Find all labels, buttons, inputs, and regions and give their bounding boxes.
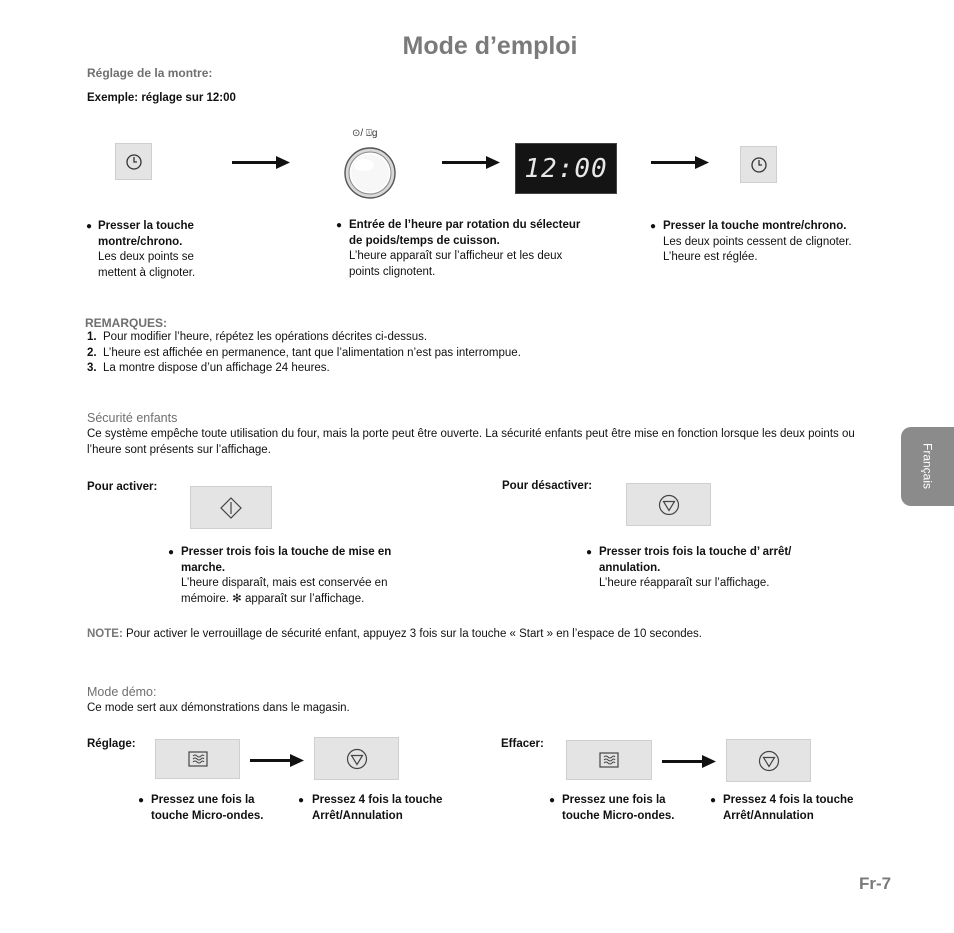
dial-label: ⊙/ ⍍g (352, 128, 378, 139)
stop-button[interactable] (626, 483, 711, 526)
demo-set-step-2: Pressez 4 fois la touche Arrêt/Annulation (312, 794, 443, 822)
clock-step-1 (98, 219, 218, 281)
deactivate-step-bold: Presser trois fois la touche d’ arrêt/ annulation. (599, 546, 792, 574)
step-1-bold: Presser la touche montre/chrono. (98, 220, 194, 248)
page-number: Fr-7 (859, 874, 892, 893)
clock-heading: Réglage de la montre: (87, 66, 213, 80)
activate-label: Pour activer: (87, 481, 158, 493)
child-lock-note (87, 627, 887, 643)
demo-clear-step-1: Pressez une fois la touche Micro-ondes. (562, 794, 675, 822)
demo-heading: Mode démo: (87, 685, 157, 699)
clock-icon (750, 156, 768, 174)
step-3-bold: Presser la touche montre/chrono. (663, 220, 847, 232)
remark-item (87, 361, 330, 377)
microwave-button[interactable] (155, 739, 240, 779)
clock-example: Exemple: réglage sur 12:00 (87, 92, 236, 104)
child-lock-intro: Ce système empêche toute utilisation du four, mais la porte peut être ouverte. La sécurité enfants peut être mise en fonction lorsque les deux points ou l’heure sont présents sur l’affichage. (87, 428, 855, 456)
microwave-icon (599, 752, 619, 768)
page-title: Mode d’emploi (402, 32, 578, 60)
bullet: ● (298, 795, 305, 806)
remark-num: 3. (87, 362, 97, 374)
clock-step-3 (663, 219, 903, 266)
child-lock-heading: Sécurité enfants (87, 411, 178, 425)
bullet: ● (650, 221, 657, 232)
language-tab (901, 427, 954, 506)
clock-icon (125, 153, 143, 171)
step-3-text-1: Les deux points cessent de clignoter. (663, 235, 852, 248)
remark-item (87, 330, 427, 346)
arrow-right-icon (232, 156, 290, 169)
note-label: NOTE: (87, 628, 123, 640)
remark-num: 1. (87, 331, 97, 343)
remark-text: Pour modifier l’heure, répétez les opérations décrites ci-dessus. (103, 331, 428, 343)
bullet: ● (168, 547, 175, 558)
step-1-text: Les deux points se mettent à clignoter. (98, 251, 196, 279)
clock-button-2[interactable] (740, 146, 777, 183)
stop-icon (758, 750, 780, 772)
activate-step (181, 545, 416, 607)
arrow-right-icon (651, 156, 709, 169)
demo-clear-label: Effacer: (501, 738, 544, 750)
bullet: ● (138, 795, 145, 806)
clock-step-2 (349, 218, 594, 280)
deactivate-label: Pour désactiver: (502, 480, 593, 492)
microwave-icon (188, 751, 208, 767)
arrow-right-icon (442, 156, 500, 169)
demo-set-label: Réglage: (87, 738, 136, 750)
dial-icon[interactable] (340, 147, 400, 199)
remark-item (87, 346, 521, 362)
clock-display (515, 143, 617, 194)
activate-step-text: L’heure disparaît, mais est conservée en mémoire. ✻ apparaît sur l’affichage. (181, 577, 388, 605)
bullet: ● (586, 547, 593, 558)
activate-step-bold: Presser trois fois la touche de mise en marche. (181, 546, 392, 574)
step-2-text: L’heure apparaît sur l’afficheur et les deux points clignotent. (349, 250, 563, 278)
step-2-bold: Entrée de l’heure par rotation du sélecteur de poids/temps de cuisson. (349, 219, 581, 247)
demo-clear-step-2: Pressez 4 fois la touche Arrêt/Annulation (723, 794, 854, 822)
bullet: ● (336, 220, 343, 231)
note-text: Pour activer le verrouillage de sécurité enfant, appuyez 3 fois sur la touche « Start » en l’espace de 10 secondes. (125, 628, 702, 640)
stop-icon (658, 494, 680, 516)
arrow-right-icon (250, 754, 304, 767)
bullet: ● (86, 221, 93, 232)
microwave-button[interactable] (566, 740, 652, 780)
demo-set-step-1: Pressez une fois la touche Micro-ondes. (151, 794, 264, 822)
demo-intro: Ce mode sert aux démonstrations dans le magasin. (87, 702, 350, 714)
arrow-right-icon (662, 755, 716, 768)
start-button[interactable] (190, 486, 272, 529)
remarks-heading: REMARQUES: (85, 316, 168, 330)
clock-button-1[interactable] (115, 143, 152, 180)
remark-text: La montre dispose d’un affichage 24 heures. (103, 362, 330, 374)
deactivate-step (599, 545, 814, 592)
stop-button[interactable] (726, 739, 811, 782)
display-value: 12:00 (524, 153, 608, 184)
step-3-text-2: L’heure est réglée. (663, 251, 758, 263)
language-tab-label: Français (920, 443, 935, 490)
deactivate-step-text: L’heure réapparaît sur l’affichage. (599, 577, 770, 589)
remark-text: L’heure est affichée en permanence, tant que l’alimentation n’est pas interrompue. (103, 347, 521, 359)
remark-num: 2. (87, 347, 97, 359)
stop-icon (346, 748, 368, 770)
stop-button[interactable] (314, 737, 399, 780)
start-icon (220, 497, 242, 519)
bullet: ● (549, 795, 556, 806)
bullet: ● (710, 795, 717, 806)
